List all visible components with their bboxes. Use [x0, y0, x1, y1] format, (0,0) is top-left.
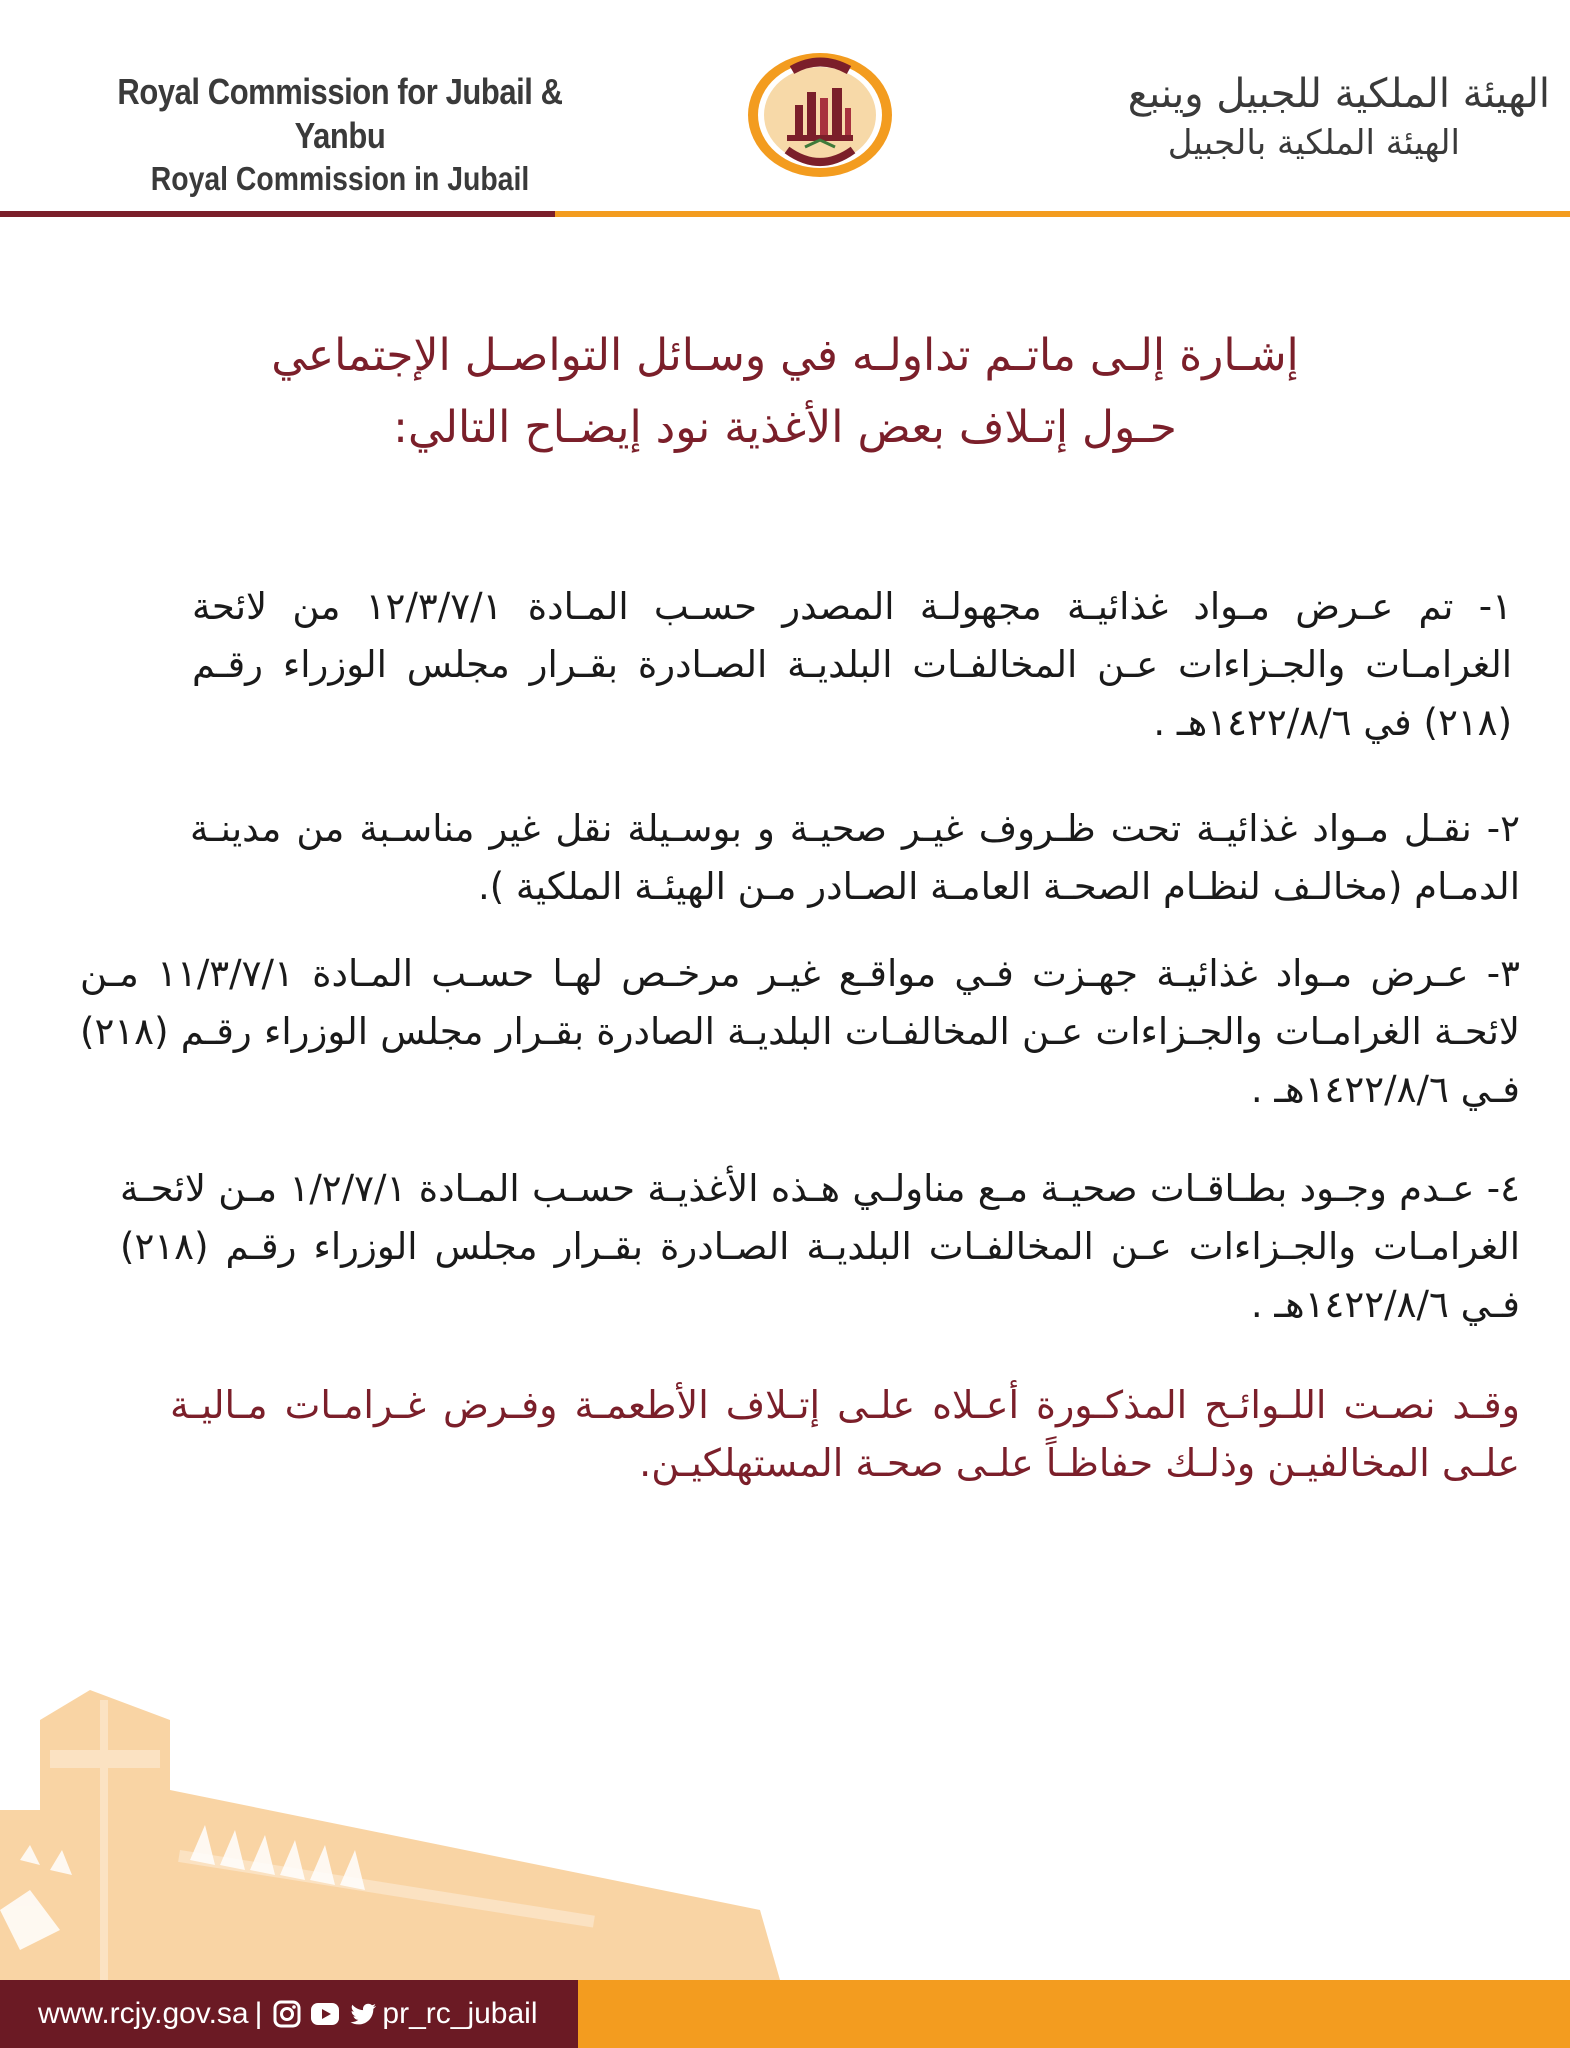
- social-handle[interactable]: pr_rc_jubail: [382, 1997, 538, 2030]
- header-rule-maroon: [0, 211, 555, 217]
- closing-paragraph: وقـد نصـت اللـوائـح المذكـورة أعـلاه علـى إتـلاف الأطعمـة وفـرض غـرامـات مـاليـة علـى المخالفيـن وذلـك حفاظـاً علـى صحـة المستهلكيـن.: [170, 1383, 1520, 1485]
- title-line1: إشـارة إلـى ماتـم تداولـه في وسـائل التواصـل الإجتماعي: [271, 330, 1299, 381]
- english-org-line1: Royal Commission for Jubail & Yanbu: [117, 71, 563, 156]
- title-line2: حـول إتـلاف بعض الأغذية نود إيضـاح التالي:: [393, 402, 1177, 453]
- violation-item-3: ٣- عـرض مـواد غذائيـة جهـزت فـي مواقـع غيـر مرخـص لهـا حسـب المـادة ١١/٣/٧/١ مـن لائحـة الغرامـات والجـزاءات عـن المخالفـات البلديـة الصادرة بقـرار مجلس الوزراء رقـم (٢١٨) فـي ١٤٢٢/٨/٦هـ .: [80, 952, 1520, 1111]
- footer-contact: [38, 1990, 538, 2038]
- arabic-org-line1: الهيئة الملكية للجبيل وينبع: [1127, 71, 1550, 117]
- violation-item-1: ١- تم عـرض مـواد غذائيـة مجهولـة المصدر حسـب المـادة ١٢/٣/٧/١ من لائحة الغرامـات والجـزاءات عـن المخالفـات البلديـة الصـادرة بقـرار مجلس الوزراء رقـم (٢١٨) في ١٤٢٢/٨/٦هـ .: [192, 585, 1512, 744]
- instagram-icon[interactable]: [272, 1999, 302, 2029]
- english-org-name: [30, 70, 650, 200]
- website-link[interactable]: www.rcjy.gov.sa: [38, 1997, 249, 2030]
- english-org-line2: Royal Commission in Jubail: [150, 160, 530, 197]
- arabic-org-name: [950, 68, 1550, 166]
- header-rule-orange: [555, 211, 1570, 217]
- twitter-icon[interactable]: [348, 1999, 378, 2029]
- violation-item-4: ٤- عـدم وجـود بطـاقـات صحيـة مـع مناولـي هـذه الأغذيـة حسـب المـادة ١/٢/٧/١ مـن لائحـة الغرامـات والجـزاءات عـن المخالفـات البلديـة الصـادرة بقـرار مجلس الوزراء رقـم (٢١٨) فـي ١٤٢٢/٨/٦هـ .: [120, 1167, 1520, 1326]
- violation-item-2: ٢- نقـل مـواد غذائيـة تحت ظـروف غيـر صحيـة و بوسـيلة نقل غير مناسـبة من مدينـة الدمـام (مخالـف لنظـام الصحـة العامـة الصـادر مـن الهيئـة الملكية ).: [190, 807, 1520, 908]
- building-illustration: [0, 1660, 780, 1990]
- youtube-icon[interactable]: [310, 1999, 340, 2029]
- footer-bar-orange: [578, 1980, 1570, 2048]
- arabic-org-line2: الهيئة الملكية بالجبيل: [1167, 123, 1460, 163]
- statement-title: [160, 320, 1410, 464]
- letterhead: [0, 0, 1570, 215]
- footer-separator: |: [254, 1997, 263, 2030]
- royal-commission-emblem-icon: [745, 50, 895, 180]
